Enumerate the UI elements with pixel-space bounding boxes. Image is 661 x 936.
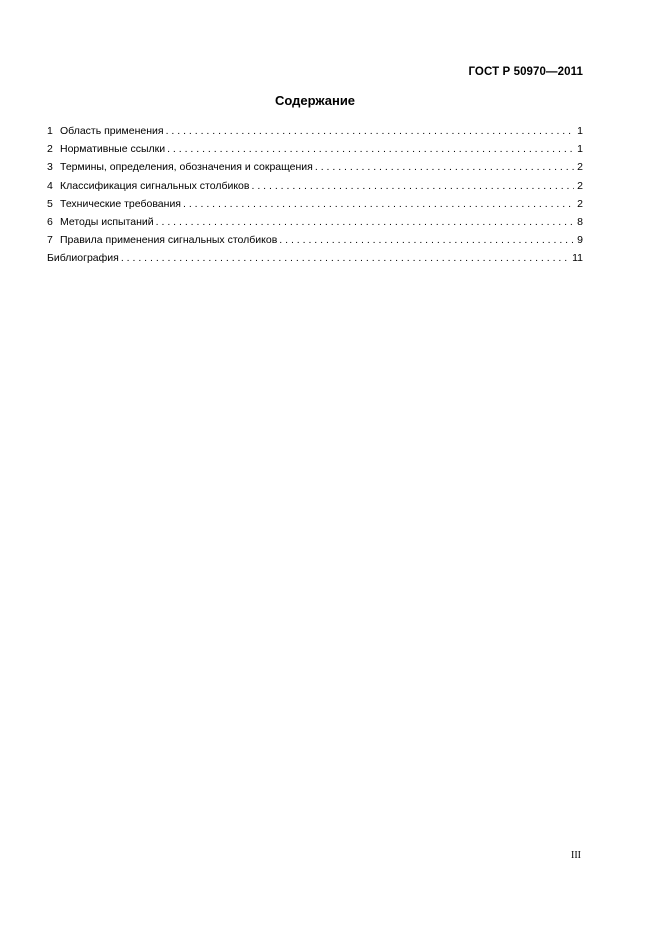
toc-entry[interactable] (47, 213, 583, 231)
toc-entry-label: Библиография (47, 252, 119, 265)
toc-entry-page: 2 (577, 179, 583, 192)
toc-entry-page: 1 (577, 143, 583, 156)
dot-leader (183, 195, 574, 213)
table-of-contents (47, 122, 583, 268)
toc-entry-number: 5 (47, 197, 53, 210)
toc-entry-label: Методы испытаний (60, 215, 154, 228)
toc-entry-number: 1 (47, 125, 53, 137)
toc-entry-label: Правила применения сигнальных столбиков (60, 234, 278, 247)
toc-entry-page: 8 (577, 215, 583, 228)
dot-leader (251, 177, 574, 195)
document-code: ГОСТ Р 50970—2011 (468, 66, 583, 78)
toc-entry-page: 2 (577, 197, 583, 210)
toc-entry-number: 3 (47, 161, 53, 174)
toc-entry-label: Технические требования (60, 197, 181, 210)
toc-entry-bibliography[interactable] (47, 249, 583, 267)
toc-entry-label: Классификация сигнальных столбиков (60, 179, 250, 192)
toc-entry-page: 2 (577, 161, 583, 174)
toc-entry-number: 7 (47, 234, 53, 247)
toc-entry[interactable] (47, 195, 583, 213)
toc-entry-page: 11 (572, 252, 583, 265)
toc-title: Содержание (274, 93, 356, 108)
dot-leader (167, 140, 574, 158)
dot-leader (156, 213, 575, 231)
toc-entry[interactable] (47, 140, 583, 158)
toc-entry-page: 1 (577, 125, 583, 137)
dot-leader (279, 231, 574, 249)
toc-entry-number: 6 (47, 215, 53, 228)
toc-entry-page: 9 (577, 234, 583, 247)
dot-leader (166, 122, 575, 140)
dot-leader (315, 158, 574, 176)
toc-entry[interactable] (47, 177, 583, 195)
toc-entry-label: Нормативные ссылки (60, 143, 166, 156)
toc-entry[interactable] (47, 122, 583, 140)
toc-entry[interactable] (47, 158, 583, 176)
toc-entry[interactable] (47, 231, 583, 249)
toc-entry-number: 4 (47, 179, 53, 192)
page-number: III (571, 850, 581, 861)
toc-entry-number: 2 (47, 143, 53, 156)
toc-entry-label: Термины, определения, обозначения и сокращения (60, 161, 313, 174)
dot-leader (121, 249, 569, 267)
toc-entry-label: Область применения (60, 125, 164, 137)
